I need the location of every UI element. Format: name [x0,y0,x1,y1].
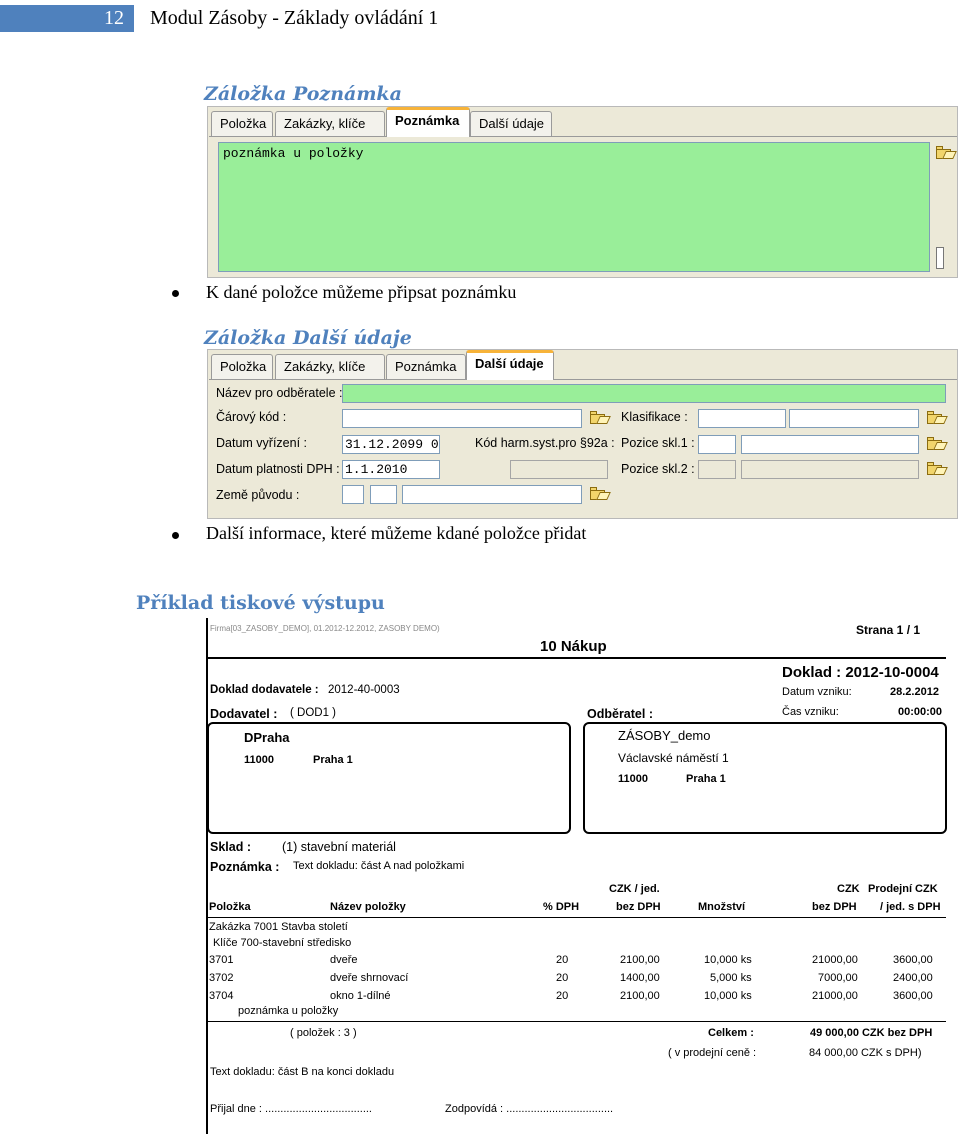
open-folder-icon[interactable] [926,461,946,476]
row-polozka: 3701 [209,954,234,966]
print-dodavatel-label: Dodavatel : [210,707,278,721]
poznamka-panel [207,106,958,278]
zeme-field-1[interactable] [342,485,364,504]
col-header-mnozstvi: Množství [698,901,746,913]
page-number: 12 [0,5,134,32]
kod-harm-field[interactable] [510,460,608,479]
print-dodavatel-code: ( DOD1 ) [290,707,336,719]
print-left-border [206,618,208,1134]
open-folder-icon[interactable] [935,145,955,160]
label-klasifikace: Klasifikace : [621,410,688,424]
label-kod-harm: Kód harm.syst.pro §92a : [475,436,615,450]
row-polozka: 3704 [209,990,234,1002]
row-polozka: 3702 [209,972,234,984]
label-pozice-1: Pozice skl.1 : [621,436,695,450]
col-header-polozka: Položka [209,901,251,913]
open-folder-icon[interactable] [589,410,609,425]
col-header-jed-s-dph: / jed. s DPH [880,901,941,913]
label-pozice-2: Pozice skl.2 : [621,462,695,476]
row-mnozstvi: 10,000 ks [704,954,752,966]
zeme-field-3[interactable] [402,485,582,504]
print-celkem-value: 49 000,00 CZK bez DPH [810,1027,933,1039]
resize-handle[interactable] [936,247,944,269]
col-top-czk-jed: CZK / jed. [609,883,660,895]
row-cena: 1400,00 [620,972,660,984]
print-odberatel-label: Odběratel : [587,707,653,721]
print-title-rule [208,657,946,659]
dodavatel-zip: 11000 [244,754,274,766]
row-dph: 20 [556,972,569,984]
dodavatel-name: DPraha [244,730,290,745]
row-dph: 20 [556,990,569,1002]
tab-poznamka[interactable]: Poznámka [386,354,466,379]
print-poznamka-value: Text dokladu: část A nad položkami [293,860,465,872]
datum-platnosti-field[interactable]: 1.1.2010 [342,460,440,479]
tab-polozka[interactable]: Položka [211,354,273,379]
row-celkem: 21000,00 [812,990,858,1002]
tab-polozka[interactable]: Položka [211,111,273,136]
pozice-2-field-1[interactable] [698,460,736,479]
pozice-1-field-2[interactable] [741,435,919,454]
bullet-text-2: Další informace, které můžeme kdané položce přidat [206,523,587,543]
print-sklad-label: Sklad : [210,840,251,854]
tab-zakazky-klice[interactable]: Zakázky, klíče [275,354,385,379]
datum-vyrizeni-field[interactable]: 31.12.2099 0 [342,435,440,454]
print-prijal: Přijal dne : ................................... [210,1103,372,1115]
open-folder-icon[interactable] [926,410,946,425]
print-doklad-dodavatele-label: Doklad dodavatele : [210,684,319,696]
bullet-icon [172,290,179,297]
row-prodejni: 3600,00 [893,990,933,1002]
print-title: 10 Nákup [540,638,607,655]
print-zakazka: Zakázka 7001 Stavba století [209,921,348,933]
odberatel-zip: 11000 [618,773,648,785]
row-mnozstvi: 10,000 ks [704,990,752,1002]
bullet-icon [172,532,179,539]
print-cas-vzniku-label: Čas vzniku: [782,706,839,718]
row-cena: 2100,00 [620,954,660,966]
row-cena: 2100,00 [620,990,660,1002]
label-nazev: Název pro odběratele : [216,386,343,400]
print-zodpovida: Zodpovídá : ................................... [445,1103,614,1115]
zeme-field-2[interactable] [370,485,397,504]
bullet-text-1: K dané položce můžeme připsat poznámku [206,282,517,302]
note-textarea[interactable]: poznámka u položky [218,142,930,272]
label-datum-platnosti: Datum platnosti DPH : [216,462,340,476]
row-note: poznámka u položky [238,1005,339,1017]
label-zeme-puvodu: Země původu : [216,488,300,502]
tab-zakazky-klice[interactable]: Zakázky, klíče [275,111,385,136]
open-folder-icon[interactable] [589,486,609,501]
carovy-kod-field[interactable] [342,409,582,428]
col-header-bez-dph: bez DPH [616,901,661,913]
print-cas-vzniku-value: 00:00:00 [898,706,943,718]
klasifikace-field-2[interactable] [789,409,919,428]
section-heading-dalsi-udaje: Záložka Další údaje [204,327,412,349]
dodavatel-city: Praha 1 [313,754,353,766]
col-top-czk: CZK [837,883,860,895]
print-poznamka-label: Poznámka : [210,860,280,874]
print-polozek: ( položek : 3 ) [290,1027,357,1039]
odberatel-street: Václavské náměstí 1 [618,751,729,765]
row-celkem: 7000,00 [818,972,858,984]
print-sklad-value: (1) stavební materiál [282,840,396,854]
nazev-field[interactable] [342,384,946,403]
col-header-bez-dph-2: bez DPH [812,901,857,913]
label-carovy-kod: Čárový kód : [216,410,287,424]
open-folder-icon[interactable] [926,436,946,451]
row-nazev: dveře [330,954,358,966]
print-prodejni-value: 84 000,00 CZK s DPH) [809,1047,922,1059]
dalsi-udaje-panel [207,349,958,519]
col-top-prodejni: Prodejní CZK [868,883,938,895]
row-mnozstvi: 5,000 ks [710,972,752,984]
tab-dalsi-udaje[interactable]: Další údaje [466,350,554,380]
tab-dalsi-udaje[interactable]: Další údaje [470,111,552,136]
col-header-nazev: Název položky [330,901,406,913]
col-header-dph: % DPH [543,901,580,913]
print-prodejni-label: ( v prodejní ceně : [668,1047,757,1059]
label-datum-vyrizeni: Datum vyřízení : [216,436,307,450]
row-dph: 20 [556,954,569,966]
row-celkem: 21000,00 [812,954,858,966]
print-celkem-label: Celkem : [708,1027,754,1039]
row-nazev: okno 1-dílné [330,990,391,1002]
row-nazev: dveře shrnovací [330,972,409,984]
print-datum-vzniku-value: 28.2.2012 [890,686,939,698]
print-strana: Strana 1 / 1 [856,623,921,637]
print-doklad-dodavatele-value: 2012-40-0003 [328,684,400,696]
print-klice: Klíče 700-stavební středisko [213,937,352,949]
total-rule [208,1021,946,1022]
print-datum-vzniku-label: Datum vzniku: [782,686,852,698]
pozice-1-field-1[interactable] [698,435,736,454]
print-text-b: Text dokladu: část B na konci dokladu [210,1066,395,1078]
row-prodejni: 3600,00 [893,954,933,966]
section-heading-poznamka: Záložka Poznámka [204,83,402,105]
tab-poznamka[interactable]: Poznámka [386,107,470,137]
odberatel-city: Praha 1 [686,773,726,785]
print-small-header: Firma[03_ZASOBY_DEMO], 01.2012-12.2012, ZASOBY DEMO) [210,624,440,633]
odberatel-name: ZÁSOBY_demo [618,728,711,743]
header-rule [208,917,946,918]
row-prodejni: 2400,00 [893,972,933,984]
section-heading-tiskovy-vystup: Příklad tiskové výstupu [136,592,385,614]
klasifikace-field-1[interactable] [698,409,786,428]
print-doklad: Doklad : 2012-10-0004 [782,664,939,681]
page-header-title: Modul Zásoby - Základy ovládání 1 [150,7,439,29]
pozice-2-field-2[interactable] [741,460,919,479]
